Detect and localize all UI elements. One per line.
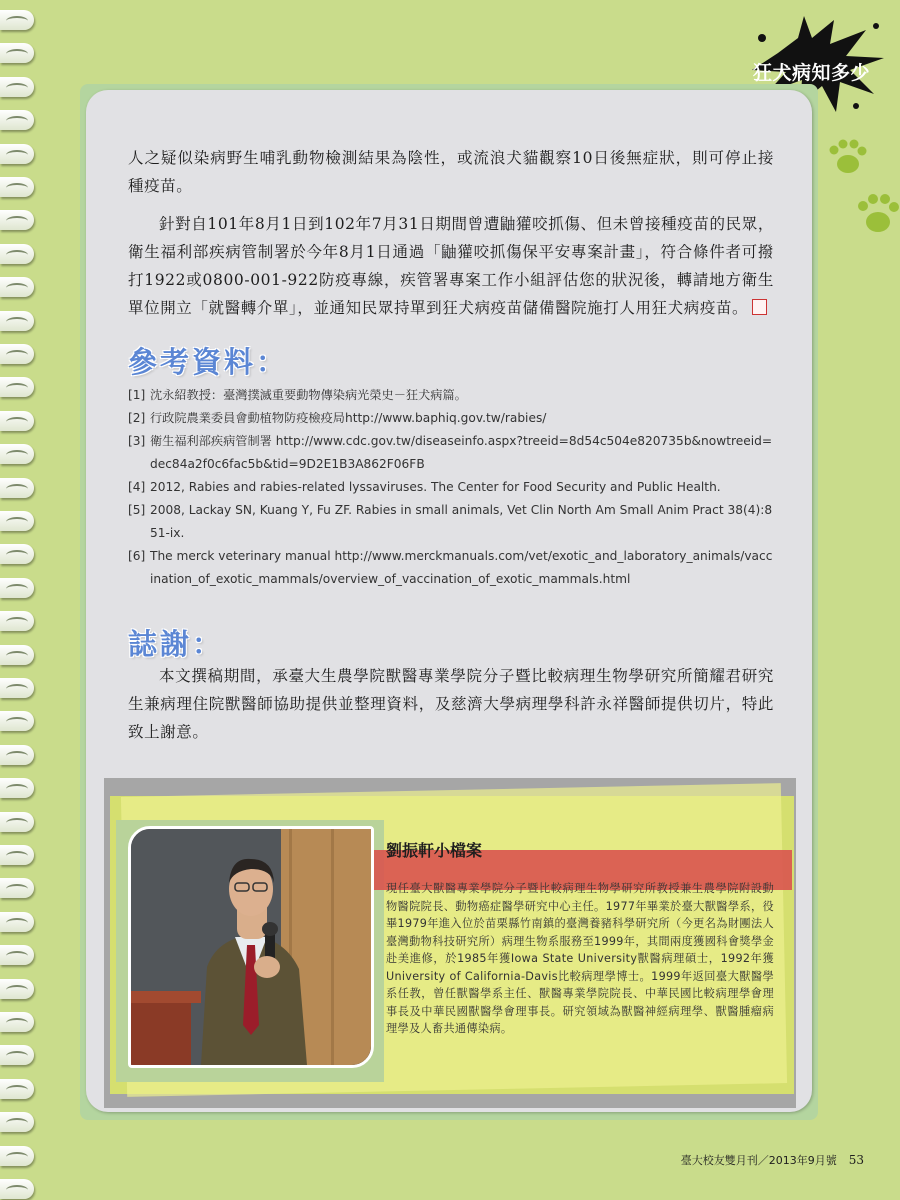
binding-ring bbox=[0, 845, 34, 865]
binding-ring bbox=[0, 745, 34, 765]
binding-ring bbox=[0, 979, 34, 999]
reference-text: 沈永紹教授：臺灣撲滅重要動物傳染病光榮史－狂犬病篇。 bbox=[150, 388, 467, 402]
acknowledgement-heading: 誌謝： bbox=[128, 627, 225, 661]
binding-ring bbox=[0, 10, 34, 30]
spiral-binding bbox=[0, 0, 40, 1200]
reference-number: [2] bbox=[128, 411, 146, 425]
binding-ring bbox=[0, 1146, 34, 1166]
binding-ring bbox=[0, 110, 34, 130]
binding-ring bbox=[0, 544, 34, 564]
reference-text: 衛生福利部疾病管制署 http://www.cdc.gov.tw/diseaseinfo.aspx?treeid=8d54c504e820735b&nowtreeid=dec84a2f0c6fac5b&tid=9D2E1B3A862F06FB bbox=[150, 434, 773, 471]
binding-ring bbox=[0, 177, 34, 197]
reference-item bbox=[128, 499, 774, 545]
binding-ring bbox=[0, 43, 34, 63]
profile-title: 劉振軒小檔案 bbox=[386, 841, 483, 860]
binding-ring bbox=[0, 812, 34, 832]
binding-ring bbox=[0, 878, 34, 898]
reference-text: 2012, Rabies and rabies-related lyssaviruses. The Center for Food Security and Public Health. bbox=[150, 480, 721, 494]
reference-number: [3] bbox=[128, 434, 146, 448]
binding-ring bbox=[0, 1112, 34, 1132]
binding-ring bbox=[0, 277, 34, 297]
binding-ring bbox=[0, 1012, 34, 1032]
reference-number: [5] bbox=[128, 503, 146, 517]
reference-item bbox=[128, 407, 774, 430]
binding-ring bbox=[0, 377, 34, 397]
binding-ring bbox=[0, 711, 34, 731]
portrait-image bbox=[131, 829, 371, 1065]
binding-ring bbox=[0, 411, 34, 431]
paw-prints-icon bbox=[816, 136, 900, 246]
binding-ring bbox=[0, 645, 34, 665]
binding-ring bbox=[0, 945, 34, 965]
binding-ring bbox=[0, 912, 34, 932]
reference-item bbox=[128, 384, 774, 407]
binding-ring bbox=[0, 77, 34, 97]
binding-ring bbox=[0, 778, 34, 798]
author-photo bbox=[128, 826, 374, 1068]
references-heading: 參考資料： bbox=[128, 345, 289, 379]
reference-text: The merck veterinary manual http://www.merckmanuals.com/vet/exotic_and_laboratory_animals/vaccination_of_exotic_mammals/overview_of_vaccination_of_exotic_mammals.html bbox=[150, 549, 773, 586]
reference-number: [1] bbox=[128, 388, 146, 402]
binding-ring bbox=[0, 1045, 34, 1065]
publication-name: 臺大校友雙月刊／2013年9月號 bbox=[680, 1154, 837, 1167]
binding-ring bbox=[0, 144, 34, 164]
end-mark-icon bbox=[752, 299, 767, 315]
acknowledgement-text: 本文撰稿期間，承臺大生農學院獸醫專業學院分子暨比較病理生物學研究所簡耀君研究生兼病理住院獸醫師協助提供並整理資料，及慈濟大學病理學科許永祥醫師提供切片，特此致上謝意。 bbox=[128, 667, 774, 741]
binding-ring bbox=[0, 578, 34, 598]
reference-text: 2008, Lackay SN, Kuang Y, Fu ZF. Rabies in small animals, Vet Clin North Am Small Anim Pract 38(4):851-ix. bbox=[150, 503, 773, 540]
binding-ring bbox=[0, 311, 34, 331]
binding-ring bbox=[0, 478, 34, 498]
references-list bbox=[128, 384, 774, 591]
binding-ring bbox=[0, 444, 34, 464]
page-number: 53 bbox=[848, 1153, 864, 1167]
reference-number: [4] bbox=[128, 480, 146, 494]
intro-text bbox=[128, 144, 774, 322]
reference-item bbox=[128, 476, 774, 499]
intro-paragraph-1: 人之疑似染病野生哺乳動物檢測結果為陰性，或流浪犬貓觀察10日後無症狀，則可停止接種疫苗。 bbox=[128, 149, 774, 195]
binding-ring bbox=[0, 244, 34, 264]
reference-number: [6] bbox=[128, 549, 146, 563]
reference-item bbox=[128, 545, 774, 591]
binding-ring bbox=[0, 678, 34, 698]
page-footer bbox=[681, 1152, 864, 1168]
binding-ring bbox=[0, 210, 34, 230]
reference-text: 行政院農業委員會動植物防疫檢疫局http://www.baphiq.gov.tw/rabies/ bbox=[150, 411, 547, 425]
binding-ring bbox=[0, 511, 34, 531]
reference-item bbox=[128, 430, 774, 476]
binding-ring bbox=[0, 611, 34, 631]
intro-paragraph-2: 針對自101年8月1日到102年7月31日期間曾遭鼬獾咬抓傷、但未曾接種疫苗的民眾，衛生福利部疾病管制署於今年8月1日通過「鼬獾咬抓傷保平安專案計畫」，符合條件者可撥打1922或0800-001-922防疫專線，疾管署專案工作小組評估您的狀況後，轉請地方衛生單位開立「就醫轉介單」，並通知民眾持單到狂犬病疫苗儲備醫院施打人用狂犬病疫苗。 bbox=[128, 215, 774, 317]
binding-ring bbox=[0, 1079, 34, 1099]
profile-bio: 現任臺大獸醫專業學院分子暨比較病理生物學研究所教授兼生農學院附設動物醫院院長、動物癌症醫學研究中心主任。1977年畢業於臺大獸醫學系，役畢1979年進入位於苗栗縣竹南鎮的臺灣養豬科學研究所（今更名為財團法人臺灣動物科技研究所）病理生物系服務至1999年，其間兩度獲國科會獎學金赴美進修，於1985年獲Iowa State University獸醫病理碩士，1992年獲University of California-Davis比較病理學博士。1999年返回臺大獸醫學系任教，曾任獸醫學系主任、獸醫專業學院院長、中華民國比較病理學會理事長及中華民國獸醫學會理事長。研究領域為獸醫神經病理學、獸醫腫瘤病理學及人畜共通傳染病。 bbox=[386, 882, 774, 1035]
section-header-label: 狂犬病知多少 bbox=[752, 62, 870, 84]
binding-ring bbox=[0, 344, 34, 364]
binding-ring bbox=[0, 1179, 34, 1199]
